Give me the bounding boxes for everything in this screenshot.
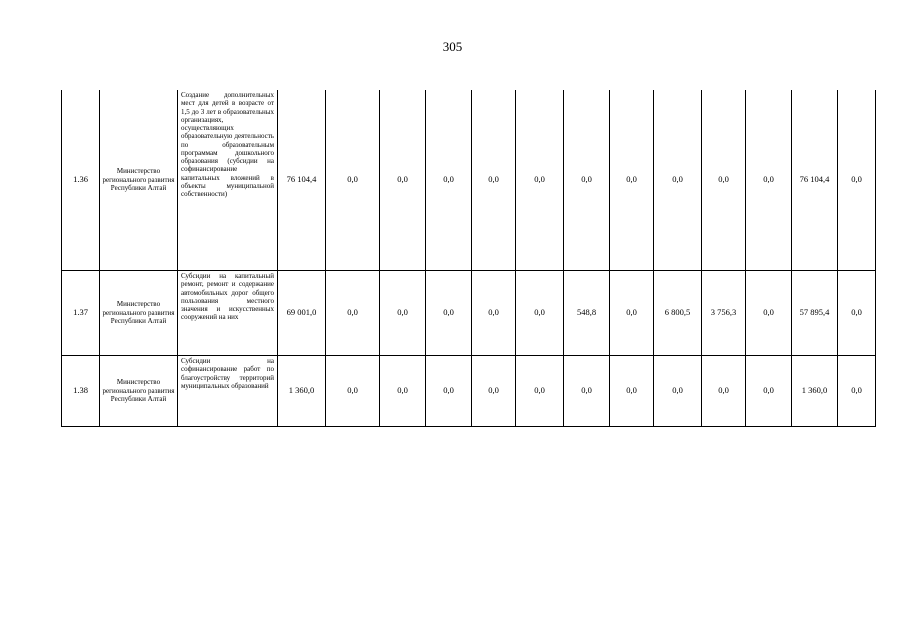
value-cell: 0,0: [746, 271, 792, 356]
value-cell: 0,0: [472, 90, 516, 271]
value-cell: 0,0: [380, 356, 426, 427]
value-cell: 0,0: [610, 356, 654, 427]
row-number-cell: 1.36: [62, 90, 100, 271]
value-cell: 0,0: [326, 356, 380, 427]
value-cell: 0,0: [746, 356, 792, 427]
value-cell: 0,0: [610, 271, 654, 356]
value-cell: 0,0: [564, 356, 610, 427]
value-cell: 0,0: [654, 90, 702, 271]
value-cell: 0,0: [654, 356, 702, 427]
value-cell: 0,0: [426, 90, 472, 271]
value-cell: 0,0: [380, 90, 426, 271]
value-cell: 76 104,4: [278, 90, 326, 271]
value-cell: 76 104,4: [792, 90, 838, 271]
table-row: [62, 271, 876, 356]
table-row: [62, 356, 876, 427]
value-cell: 0,0: [516, 356, 564, 427]
value-cell: 0,0: [564, 90, 610, 271]
value-cell: 1 360,0: [278, 356, 326, 427]
value-cell: 0,0: [838, 271, 876, 356]
organization-cell: Министерство регионального развития Республики Алтай: [100, 90, 178, 271]
value-cell: 0,0: [326, 90, 380, 271]
value-cell: 0,0: [702, 90, 746, 271]
value-cell: 6 800,5: [654, 271, 702, 356]
row-number-cell: 1.38: [62, 356, 100, 427]
value-cell: 548,8: [564, 271, 610, 356]
row-number-cell: 1.37: [62, 271, 100, 356]
organization-cell: Министерство регионального развития Республики Алтай: [100, 356, 178, 427]
value-cell: 0,0: [516, 271, 564, 356]
value-cell: 0,0: [838, 356, 876, 427]
value-cell: 0,0: [472, 271, 516, 356]
value-cell: 0,0: [516, 90, 564, 271]
page-number: 305: [442, 39, 463, 54]
value-cell: 0,0: [326, 271, 380, 356]
description-cell: Субсидии на софинансирование работ по благоустройству территорий муниципальных образований: [178, 356, 278, 427]
value-cell: 0,0: [702, 356, 746, 427]
value-cell: 0,0: [472, 356, 516, 427]
description-cell: Создание дополнительных мест для детей в возрасте от 1,5 до 3 лет в образовательных организациях, осуществляющих образовательную деятельность по образовательным программам дошкольного образования (субсидии на софинансирование капитальных вложений в объекты муниципальной собственности): [178, 90, 278, 271]
value-cell: 0,0: [426, 271, 472, 356]
description-cell: Субсидии на капитальный ремонт, ремонт и содержание автомобильных дорог общего пользования местного значения и искусственных сооружений на них: [178, 271, 278, 356]
value-cell: 1 360,0: [792, 356, 838, 427]
value-cell: 0,0: [838, 90, 876, 271]
table-body: [62, 90, 876, 427]
budget-table: [61, 90, 876, 427]
value-cell: 0,0: [746, 90, 792, 271]
table-row: [62, 90, 876, 271]
value-cell: 0,0: [380, 271, 426, 356]
value-cell: 57 895,4: [792, 271, 838, 356]
value-cell: 69 001,0: [278, 271, 326, 356]
value-cell: 0,0: [426, 356, 472, 427]
organization-cell: Министерство регионального развития Республики Алтай: [100, 271, 178, 356]
value-cell: 0,0: [610, 90, 654, 271]
value-cell: 3 756,3: [702, 271, 746, 356]
